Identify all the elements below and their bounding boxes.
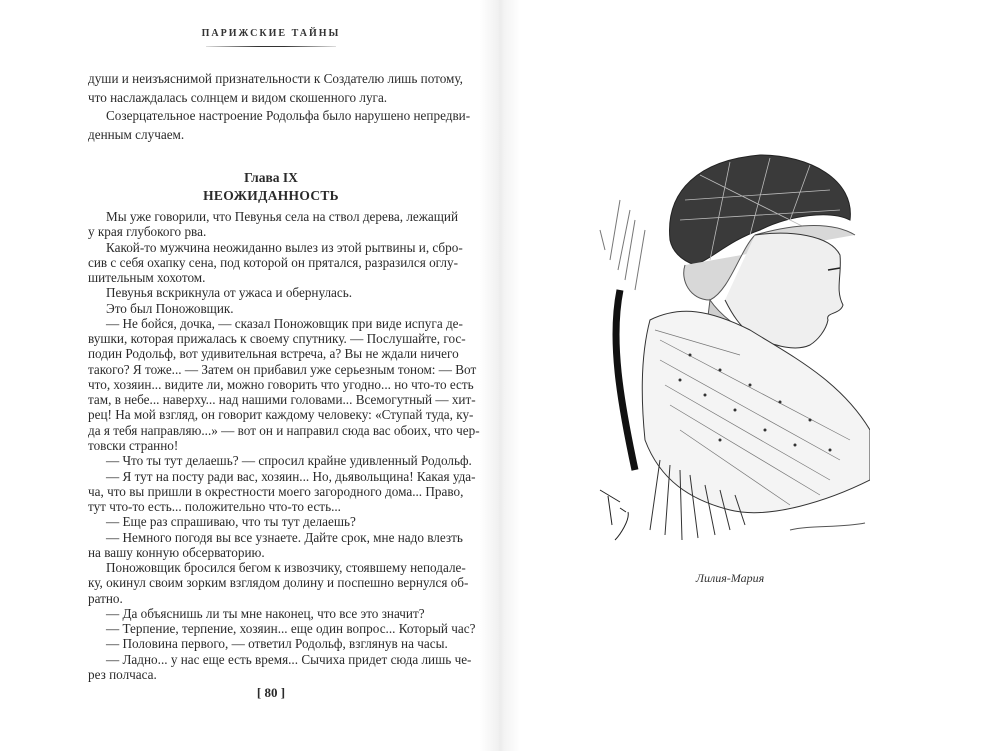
running-head-rule (206, 46, 336, 47)
text-line: Поножовщик бросился бегом к извозчику, стоявшему неподале- (106, 560, 466, 576)
text-line: на вашу конную обсерваторию. (88, 544, 265, 560)
text-line: у края глубокого рва. (88, 224, 207, 240)
text-line: что наслаждалась солнцем и видом скошенного луга. (88, 89, 388, 105)
book-gutter (480, 0, 520, 751)
left-page-text (88, 70, 480, 682)
chapter-title: НЕОЖИДАННОСТЬ (203, 188, 339, 203)
text-line: ку, окинул своим зорким взглядом долину и поспешно вернулся об- (88, 575, 469, 591)
text-line: да я тебя направляю...» — вот он и направил сюда вас обоих, что чер- (88, 422, 480, 438)
text-line: тут что-то есть... положительно что-то есть... (88, 499, 341, 515)
intro-paragraphs (88, 70, 471, 144)
text-line: рез полчаса. (88, 666, 157, 682)
text-line: — Немного погодя вы все узнаете. Дайте срок, мне надо влезть (106, 529, 463, 545)
text-line: денным случаем. (88, 126, 185, 142)
illustration-caption: Лилия-Мария (695, 571, 765, 585)
text-line: ча, что вы пришли в окрестности моего загородного дома... Право, (88, 483, 464, 499)
running-head: ПАРИЖСКИЕ ТАЙНЫ (201, 28, 341, 39)
text-line: подин Родольф, вот удивительная встреча, а? Вы не ждали ничего (88, 346, 459, 362)
text-line: такого? Я тоже... — Затем он прибавил уже серьезным тоном: — Вот (88, 361, 477, 377)
text-line: — Половина первого, — ответил Родольф, взглянув на часы. (106, 636, 448, 652)
text-line: сив с себя охапку сена, под которой он прятался, разразился оглу- (88, 254, 458, 270)
text-line: — Ладно... у нас еще есть время... Сычиха придет сюда лишь че- (106, 651, 472, 667)
text-line: Созерцательное настроение Родольфа было нарушено непредви- (106, 108, 471, 123)
text-line: Какой-то мужчина неожиданно вылез из этой рытвины и, сбро- (106, 239, 463, 255)
page-number: [ 80 ] (256, 685, 286, 700)
text-line: шительным хохотом. (88, 270, 206, 286)
text-line: — Я тут на посту ради вас, хозяин... Но, дьявольщина! Какая уда- (106, 468, 476, 484)
text-line: — Терпение, терпение, хозяин... еще один вопрос... Который час? (106, 621, 476, 637)
engraving-illustration (590, 140, 870, 555)
text-line: — Не бойся, дочка, — сказал Поножовщик при виде испуга де- (106, 315, 463, 331)
text-line: рец! На мой взгляд, он говорит каждому человеку: «Ступай туда, ку- (88, 407, 474, 423)
text-line: товски странно! (88, 437, 179, 453)
text-line: вушки, которая прижалась к своему спутнику. — Послушайте, гос- (88, 331, 466, 347)
chapter-number: Глава IX (244, 170, 298, 185)
text-line: Это был Поножовщик. (106, 300, 234, 316)
text-line: Мы уже говорили, что Певунья села на ствол дерева, лежащий (106, 209, 459, 224)
text-line: что, хозяин... видите ли, можно говорить что угодно... но что-то есть (88, 376, 474, 392)
text-line: Певунья вскрикнула от ужаса и обернулась. (106, 285, 353, 301)
text-line: — Еще раз спрашиваю, что ты тут делаешь? (106, 514, 356, 530)
text-line: — Что ты тут делаешь? — спросил крайне удивленный Родольф. (106, 453, 472, 469)
text-line: души и неизъяснимой признательности к Создателю лишь потому, (88, 71, 463, 86)
text-line: там, в небе... наверху... над нашими головами... Всемогутный — хит- (88, 392, 476, 408)
text-line: — Да объяснишь ли ты мне наконец, что все это значит? (106, 605, 425, 621)
text-line: ратно. (88, 590, 123, 606)
chapter-body (88, 209, 480, 682)
